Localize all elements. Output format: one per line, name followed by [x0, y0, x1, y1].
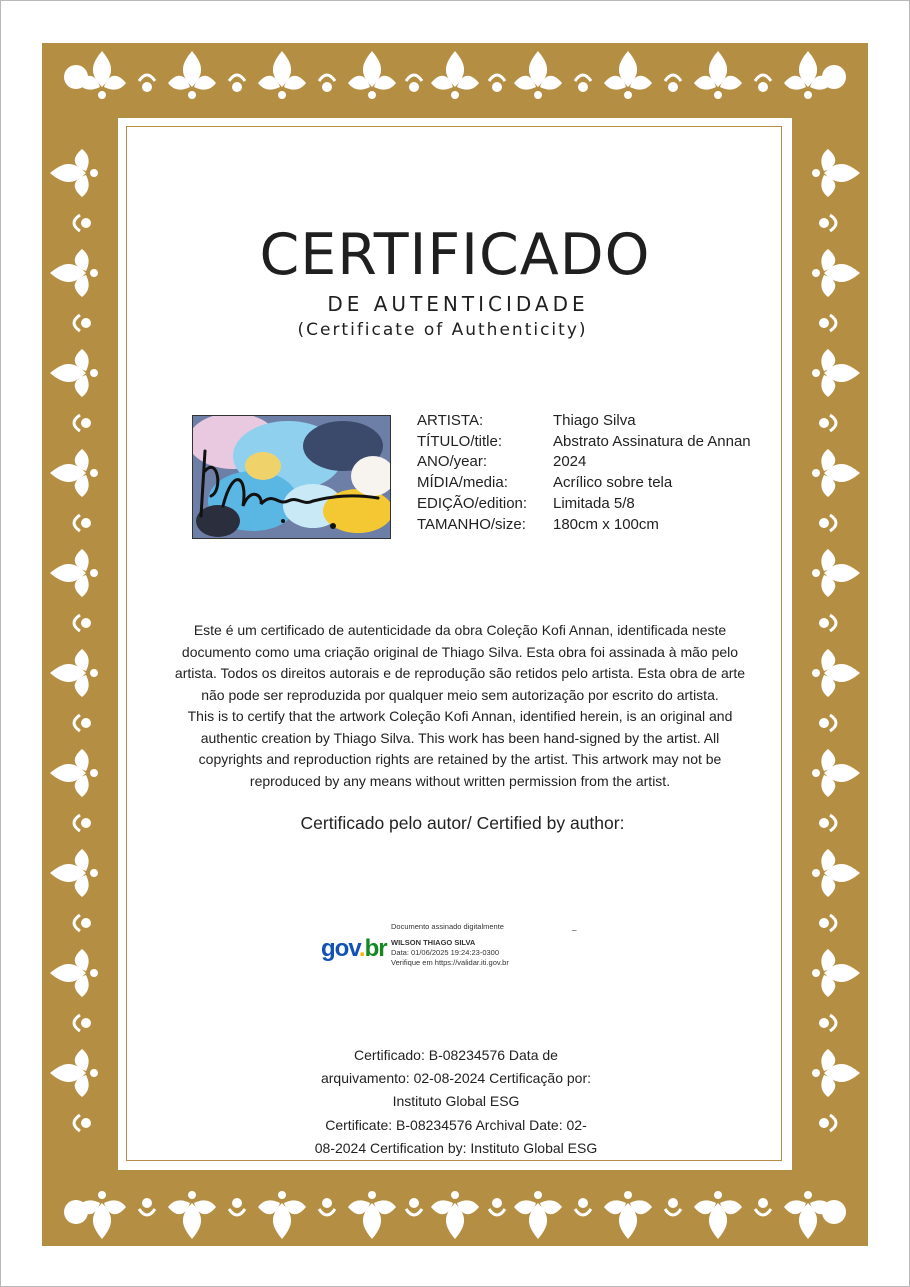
footer-line: 08-2024 Certification by: Instituto Global ESG	[314, 1139, 598, 1156]
detail-value: Limitada 5/8	[553, 494, 635, 512]
certificate-statement	[160, 620, 760, 792]
footer-line: Certificate: B-08234576 Archival Date: 02-	[325, 1116, 587, 1133]
detail-row	[417, 432, 751, 453]
footer-line: Instituto Global ESG	[392, 1093, 520, 1110]
detail-value: Thiago Silva	[553, 412, 636, 429]
detail-label: TAMANHO/size:	[417, 515, 526, 533]
detail-row	[417, 494, 751, 515]
signature-verify: Verifique em https://validar.iti.gov.br	[391, 958, 509, 967]
certified-by-label: Certificado pelo autor/ Certified by author:	[300, 813, 625, 833]
detail-label: ARTISTA:	[417, 412, 484, 429]
detail-row	[417, 515, 751, 536]
signer-name: WILSON THIAGO SILVA	[391, 938, 476, 947]
detail-value: 2024	[553, 453, 587, 471]
detail-value: Acrílico sobre tela	[553, 474, 673, 492]
detail-row	[417, 411, 751, 432]
detail-label: ANO/year:	[417, 453, 488, 471]
detail-label: MÍDIA/media:	[417, 474, 508, 492]
artwork-details	[417, 411, 751, 535]
statement-line: copyrights and reproduction rights are retained by the artist. This artwork may not be	[198, 751, 722, 767]
footer-line: arquivamento: 02-08-2024 Certificação por:	[320, 1070, 592, 1087]
statement-line: Este é um certificado de autenticidade da obra Coleção Kofi Annan, identificada neste	[193, 622, 727, 638]
statement-line: authentic creation by Thiago Silva. This work has been hand-signed by the artist. All	[200, 729, 720, 746]
certificate-subtitle-en: (Certificate of Authenticity)	[297, 320, 588, 340]
statement-line: artista. Todos os direitos autorais e de reprodução são retidos pelo artista. Esta obra de arte	[174, 665, 746, 681]
signature-header: Documento assinado digitalmente	[391, 922, 504, 931]
logo-gov: gov	[321, 935, 359, 962]
detail-label: TÍTULO/title:	[417, 432, 503, 450]
certificate-subtitle: DE AUTENTICIDADE	[327, 292, 589, 316]
statement-line: reproduced by any means without written permission from the artist.	[249, 772, 671, 789]
detail-row	[417, 473, 751, 494]
footer-line: Certificado: B-08234576 Data de	[354, 1047, 558, 1063]
artwork-image	[192, 415, 391, 539]
logo-dot: .	[358, 935, 365, 962]
statement-line: não pode ser reproduzida por qualquer meio sem autorização por escrito do artista.	[201, 686, 719, 703]
detail-value: Abstrato Assinatura de Annan	[553, 432, 751, 450]
govbr-logo	[321, 935, 387, 963]
statement-line: documento como uma criação original de Thiago Silva. Esta obra foi assinada à mão pelo	[181, 643, 739, 660]
detail-label: EDIÇÃO/edition:	[417, 494, 528, 512]
signature-dash: _	[572, 922, 577, 931]
logo-br: br	[364, 935, 387, 962]
certificate-title: CERTIFICADO	[259, 222, 651, 288]
detail-value: 180cm x 100cm	[553, 515, 659, 533]
detail-row	[417, 452, 751, 473]
certificate-footer	[306, 1044, 606, 1160]
signature-details	[391, 922, 509, 968]
statement-line: This is to certify that the artwork Coleção Kofi Annan, identified herein, is an original and	[187, 708, 733, 724]
signature-date: Data: 01/06/2025 19:24:23-0300	[391, 948, 500, 957]
digital-signature-stamp	[318, 918, 580, 980]
